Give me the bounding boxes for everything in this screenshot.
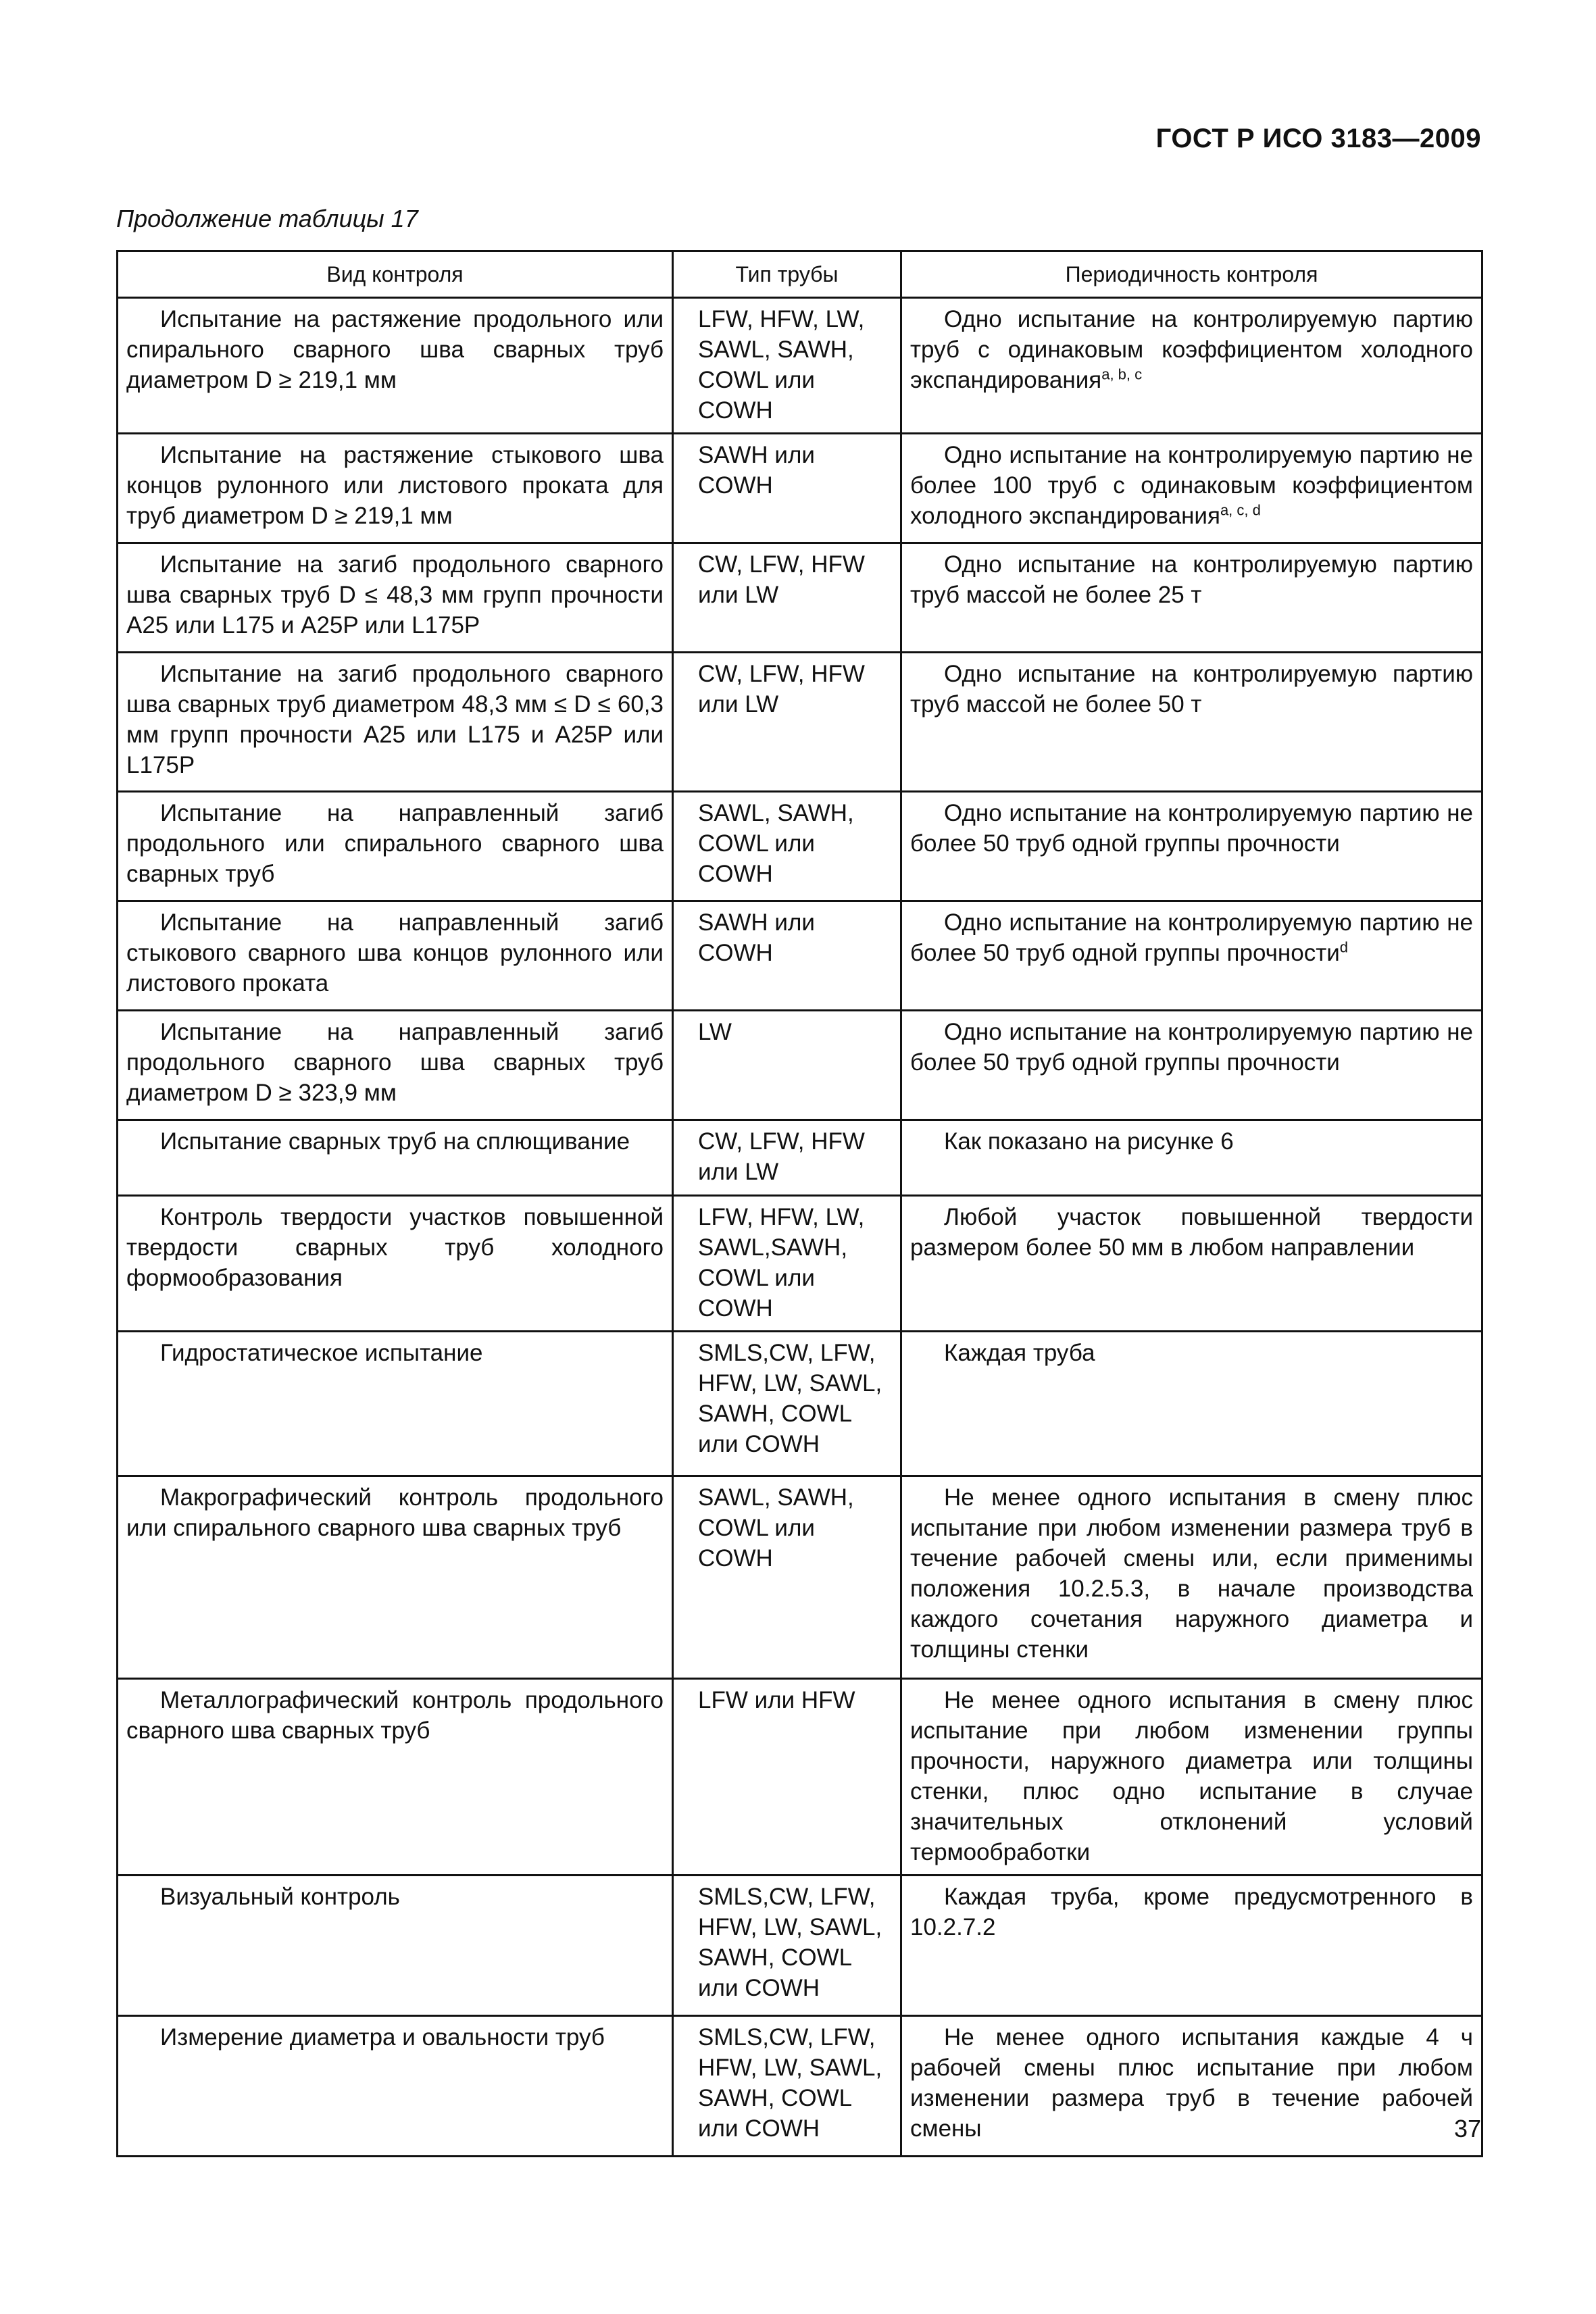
- frequency-text: Одно испытание на контролируемую партию труб с одинаковым коэффициентом холодного экспандирования: [910, 306, 1473, 393]
- pipe-type-cell: CW, LFW, HFW или LW: [673, 543, 901, 653]
- pipe-type-cell: CW, LFW, HFW или LW: [673, 653, 901, 792]
- inspection-kind-cell: Испытание на растяжение стыкового шва концов рулонного или листового проката для труб диаметром D ≥ 219,1 мм: [118, 434, 673, 543]
- pipe-type-cell: SAWH или COWH: [673, 434, 901, 543]
- page-number: 37: [1453, 2115, 1481, 2142]
- table-row: [118, 1476, 1482, 1679]
- frequency-cell: [901, 434, 1482, 543]
- frequency-cell: [901, 901, 1482, 1011]
- frequency-cell: Любой участок повышенной твердости размером более 50 мм в любом направлении: [901, 1196, 1482, 1332]
- frequency-cell: Как показано на рисунке 6: [901, 1120, 1482, 1196]
- inspection-kind-cell: Макрографический контроль продольного или спирального сварного шва сварных труб: [118, 1476, 673, 1679]
- table-row: [118, 792, 1482, 901]
- inspection-kind-cell: Испытание сварных труб на сплющивание: [118, 1120, 673, 1196]
- inspection-kind-cell: Гидростатическое испытание: [118, 1332, 673, 1476]
- inspection-table: [116, 250, 1483, 2157]
- table-row: [118, 1876, 1482, 2016]
- pipe-type-cell: SMLS,CW, LFW, HFW, LW, SAWL, SAWH, COWL или COWH: [673, 2016, 901, 2157]
- inspection-kind-cell: Испытание на направленный загиб стыкового сварного шва концов рулонного или листового проката: [118, 901, 673, 1011]
- pipe-type-cell: LFW или HFW: [673, 1679, 901, 1876]
- frequency-text: Одно испытание на контролируемую партию не более 50 труб одной группы прочности: [910, 909, 1473, 966]
- inspection-kind-cell: Измерение диаметра и овальности труб: [118, 2016, 673, 2157]
- pipe-type-cell: SAWH или COWH: [673, 901, 901, 1011]
- pipe-type-cell: LFW, HFW, LW, SAWL,SAWH, COWL или COWH: [673, 1196, 901, 1332]
- inspection-kind-cell: Металлографический контроль продольного сварного шва сварных труб: [118, 1679, 673, 1876]
- pipe-type-cell: SAWL, SAWH, COWL или COWH: [673, 1476, 901, 1679]
- frequency-cell: Одно испытание на контролируемую партию труб массой не более 50 т: [901, 653, 1482, 792]
- pipe-type-cell: SMLS,CW, LFW, HFW, LW, SAWL, SAWH, COWL или COWH: [673, 1876, 901, 2016]
- pipe-type-cell: CW, LFW, HFW или LW: [673, 1120, 901, 1196]
- frequency-cell: Не менее одного испытания в смену плюс испытание при любом изменении размера труб в течение рабочей смены или, если применимы положения 10.2.5.3, в начале производства каждого сочетания наружного диаметра и толщины стенки: [901, 1476, 1482, 1679]
- frequency-cell: Одно испытание на контролируемую партию не более 50 труб одной группы прочности: [901, 792, 1482, 901]
- footnote-ref: a, b, c: [1101, 366, 1143, 383]
- table-header-row: [118, 251, 1482, 298]
- inspection-kind-cell: Испытание на растяжение продольного или спирального сварного шва сварных труб диаметром D ≥ 219,1 мм: [118, 298, 673, 434]
- frequency-cell: Одно испытание на контролируемую партию труб массой не более 25 т: [901, 543, 1482, 653]
- table-row: [118, 2016, 1482, 2157]
- table-row: [118, 1120, 1482, 1196]
- inspection-kind-cell: Испытание на загиб продольного сварного шва сварных труб диаметром 48,3 мм ≤ D ≤ 60,3 мм групп прочности A25 или L175 и A25P или L175P: [118, 653, 673, 792]
- inspection-kind-cell: Испытание на направленный загиб продольного или спирального сварного шва сварных труб: [118, 792, 673, 901]
- table-row: [118, 1679, 1482, 1876]
- inspection-kind-cell: Испытание на направленный загиб продольного сварного шва сварных труб диаметром D ≥ 323,9 мм: [118, 1011, 673, 1120]
- inspection-kind-cell: Испытание на загиб продольного сварного шва сварных труб D ≤ 48,3 мм групп прочности A25 или L175 и A25P или L175P: [118, 543, 673, 653]
- table-row: [118, 1196, 1482, 1332]
- frequency-cell: [901, 298, 1482, 434]
- table-row: [118, 901, 1482, 1011]
- inspection-kind-cell: Визуальный контроль: [118, 1876, 673, 2016]
- frequency-cell: Одно испытание на контролируемую партию не более 50 труб одной группы прочности: [901, 1011, 1482, 1120]
- header-pipe-type: Тип трубы: [673, 251, 901, 298]
- frequency-text: Одно испытание на контролируемую партию не более 100 труб с одинаковым коэффициентом холодного экспандирования: [910, 442, 1473, 529]
- table-caption: Продолжение таблицы 17: [116, 205, 418, 232]
- pipe-type-cell: SAWL, SAWH, COWL или COWH: [673, 792, 901, 901]
- frequency-cell: Не менее одного испытания каждые 4 ч рабочей смены плюс испытание при любом изменении размера труб в течение рабочей смены: [901, 2016, 1482, 2157]
- document-header: ГОСТ Р ИСО 3183—2009: [1155, 124, 1481, 153]
- table-row: [118, 1332, 1482, 1476]
- table-row: [118, 434, 1482, 543]
- frequency-cell: Каждая труба, кроме предусмотренного в 10.2.7.2: [901, 1876, 1482, 2016]
- header-inspection-kind: Вид контроля: [118, 251, 673, 298]
- pipe-type-cell: SMLS,CW, LFW, HFW, LW, SAWL, SAWH, COWL или COWH: [673, 1332, 901, 1476]
- footnote-ref: d: [1339, 938, 1349, 956]
- table-row: [118, 298, 1482, 434]
- frequency-cell: Каждая труба: [901, 1332, 1482, 1476]
- footnote-ref: a, c, d: [1220, 501, 1261, 519]
- header-frequency: Периодичность контроля: [901, 251, 1482, 298]
- frequency-cell: Не менее одного испытания в смену плюс испытание при любом изменении группы прочности, наружного диаметра или толщины стенки, плюс одно испытание в случае значительных отклонений условий термообработки: [901, 1679, 1482, 1876]
- pipe-type-cell: LFW, HFW, LW, SAWL, SAWH, COWL или COWH: [673, 298, 901, 434]
- inspection-kind-cell: Контроль твердости участков повышенной твердости сварных труб холодного формообразования: [118, 1196, 673, 1332]
- table-row: [118, 1011, 1482, 1120]
- pipe-type-cell: LW: [673, 1011, 901, 1120]
- table-row: [118, 653, 1482, 792]
- table-row: [118, 543, 1482, 653]
